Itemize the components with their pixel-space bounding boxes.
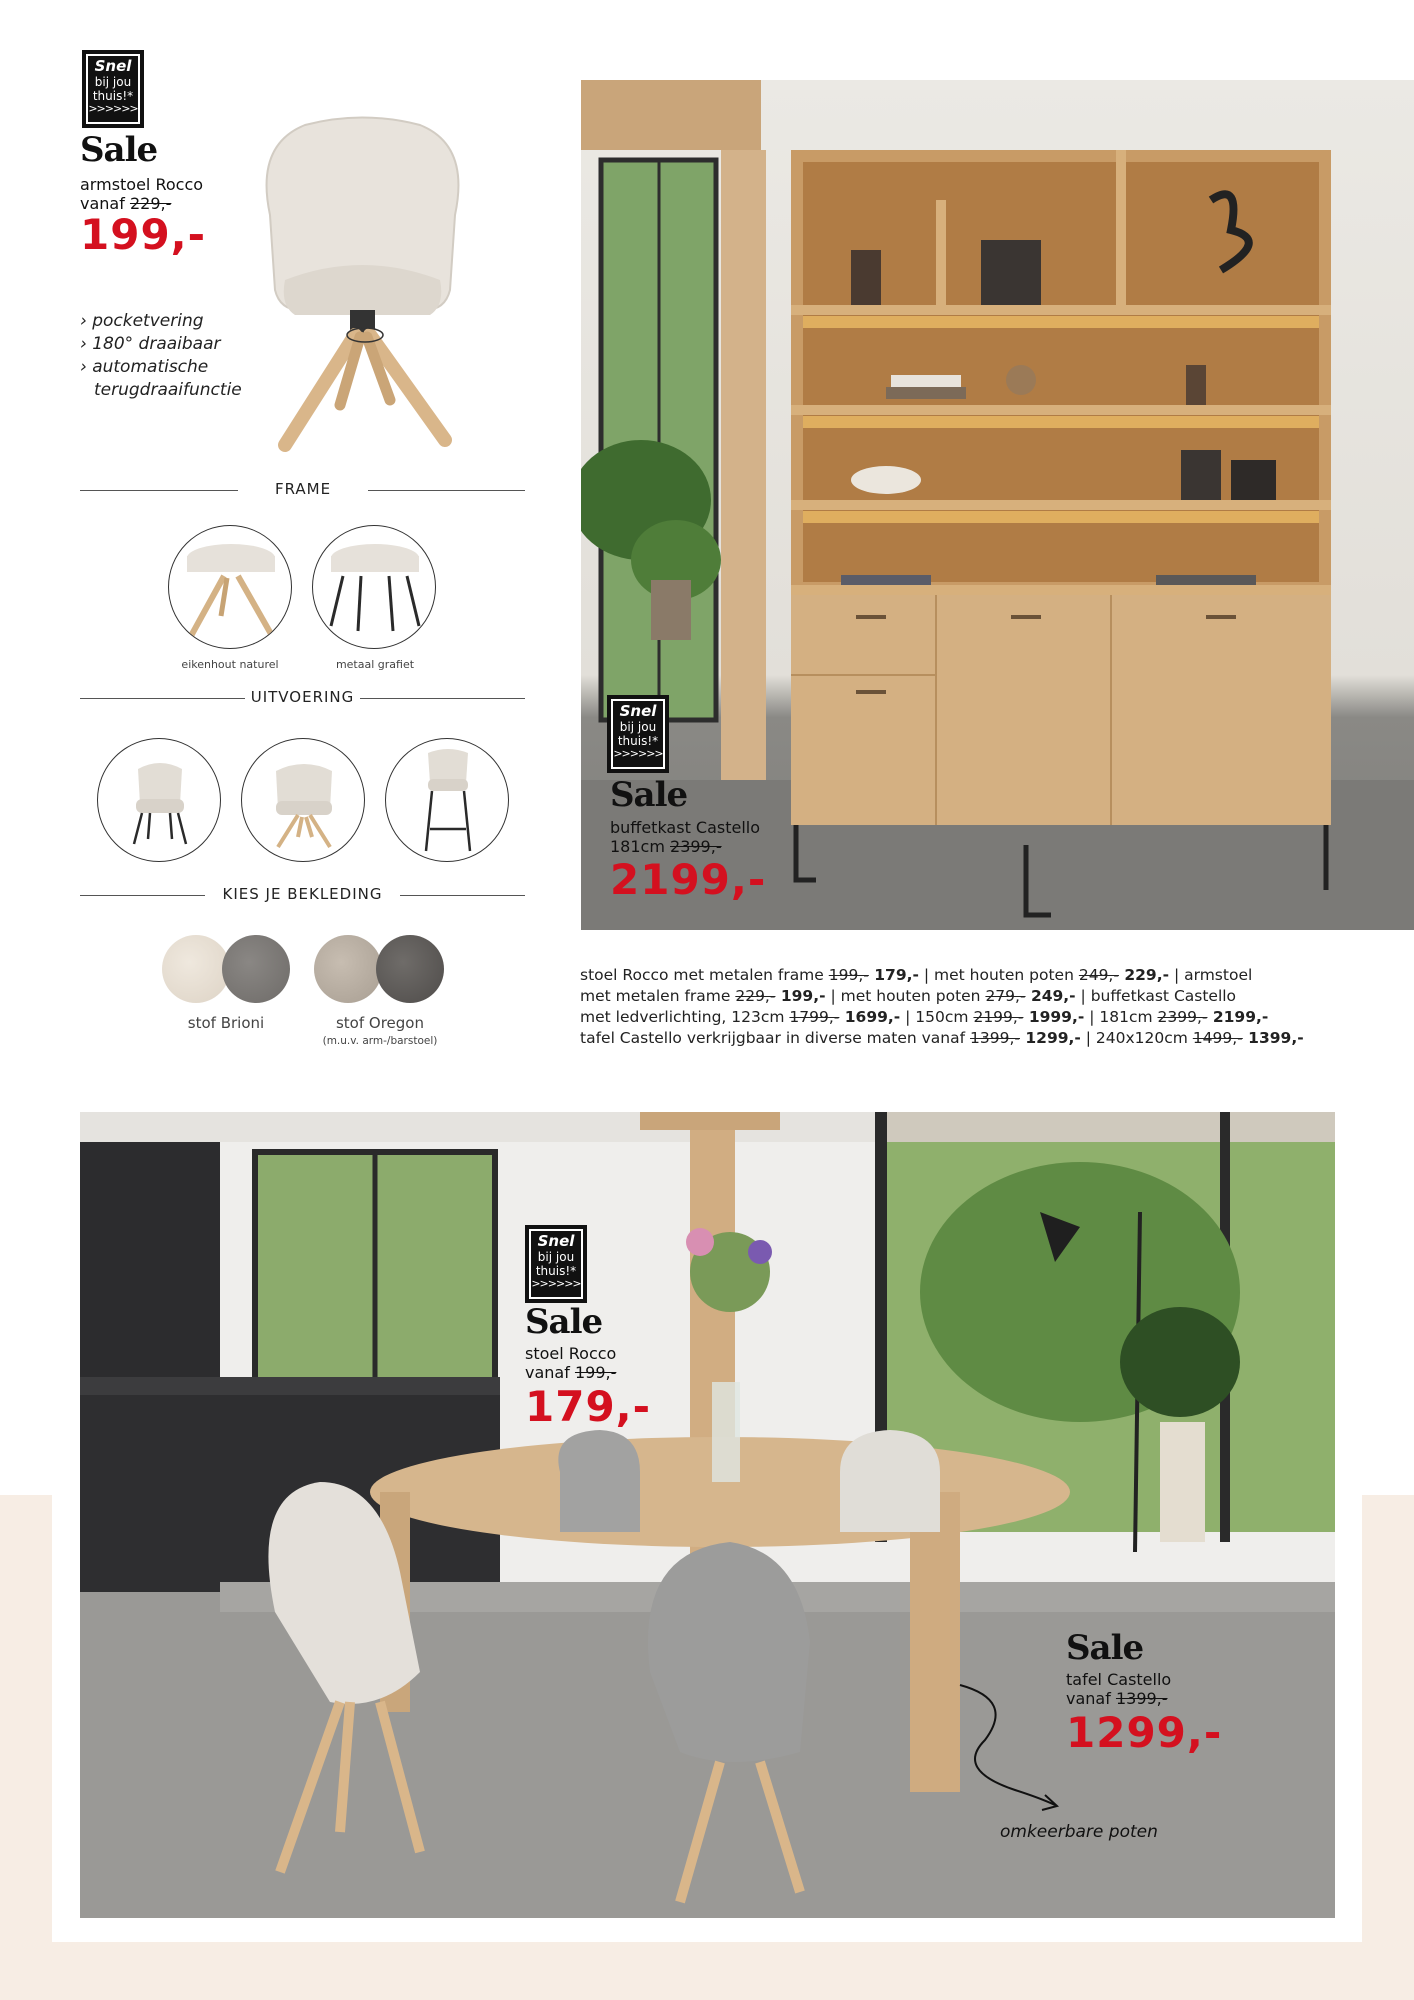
metal-frame-icon: [313, 526, 436, 649]
desc-old-price: 279,-: [985, 987, 1026, 1005]
desc-text: tafel Castello verkrijgbaar in diverse maten vanaf: [580, 1029, 971, 1047]
badge-line3: thuis!*: [535, 1264, 577, 1278]
buffetkast-scene: [581, 80, 1414, 930]
feature-list: [80, 310, 242, 402]
caption-note-arm-barstoel: (m.u.v. arm-/barstoel): [322, 1035, 438, 1047]
curved-arrow-icon: [955, 1680, 1075, 1820]
stoel-price: 179,-: [525, 1382, 652, 1431]
desc-old-price: 2199,-: [973, 1008, 1024, 1026]
buffetkast-size-price: [610, 837, 760, 856]
chair-oak-frame-icon: [242, 739, 365, 862]
desc-old-price: 229,-: [735, 987, 776, 1005]
desc-old-price: 1499,-: [1192, 1029, 1243, 1047]
desc-old-price: 199,-: [828, 966, 869, 984]
snel-bij-jou-thuis-badge: [525, 1225, 587, 1303]
feature-terugdraaifunctie: terugdraaifunctie: [94, 380, 242, 400]
divider-right: [400, 895, 525, 896]
buffetkast-name: buffetkast Castello: [610, 818, 761, 837]
bar-stool-icon: [386, 739, 509, 862]
armchair-name: armstoel Rocco: [80, 175, 204, 194]
product-name-tafel: [1066, 1670, 1171, 1708]
desc-new-price: 1999,-: [1023, 1008, 1085, 1026]
desc-text: stoel Rocco met metalen frame: [580, 966, 829, 984]
armchair-rocco-image: [245, 105, 480, 465]
desc-text: | 150cm: [900, 1008, 974, 1026]
swatch-oregon-taupe: [314, 935, 382, 1003]
section-label-uitvoering: UITVOERING: [250, 688, 355, 706]
divider-left: [80, 895, 205, 896]
swatch-brioni-cream: [162, 935, 230, 1003]
badge-line3: thuis!*: [617, 734, 659, 748]
badge-line2: bij jou: [619, 720, 657, 734]
tafel-name: tafel Castello: [1066, 1670, 1172, 1689]
desc-new-price: 1399,-: [1242, 1029, 1304, 1047]
variant-bar-stool: [385, 738, 509, 862]
buffetkast-size: 181cm: [610, 837, 665, 856]
badge-line1: Snel: [94, 57, 132, 75]
badge-line1: Snel: [537, 1232, 575, 1250]
annotation-omkeerbare-poten: omkeerbare poten: [1000, 1822, 1158, 1842]
prefix-vanaf: vanaf: [1066, 1689, 1111, 1708]
stoel-name: stoel Rocco: [525, 1344, 617, 1363]
oak-frame-icon: [169, 526, 292, 649]
badge-arrows: >>>>>>: [531, 1277, 581, 1290]
sale-heading-buffetkast: Sale: [610, 775, 688, 815]
divider-right: [368, 490, 525, 491]
buffetkast-photo: [581, 80, 1414, 930]
frame-option-eikenhout: [168, 525, 292, 649]
divider-right: [360, 698, 525, 699]
sale-heading-armchair: Sale: [80, 130, 158, 170]
badge-line1: Snel: [619, 702, 657, 720]
badge-arrows: >>>>>>: [613, 747, 663, 760]
desc-text: | 240x120cm: [1080, 1029, 1193, 1047]
desc-line-3: [580, 1007, 1304, 1028]
caption-metaal-grafiet: metaal grafiet: [335, 658, 415, 671]
frame-option-metaal: [312, 525, 436, 649]
badge-line3: thuis!*: [92, 89, 134, 103]
old-price: 1399,-: [1115, 1689, 1168, 1708]
desc-new-price: 229,-: [1118, 966, 1170, 984]
desc-old-price: 249,-: [1078, 966, 1119, 984]
desc-new-price: 1699,-: [839, 1008, 901, 1026]
dining-scene: [80, 1112, 1335, 1918]
divider-left: [80, 490, 238, 491]
product-name-armchair: [80, 175, 203, 213]
desc-old-price: 2399,-: [1157, 1008, 1208, 1026]
badge-line2: bij jou: [537, 1250, 575, 1264]
badge-arrows: >>>>>>: [88, 102, 138, 115]
desc-text: | armstoel: [1169, 966, 1253, 984]
section-label-bekleding: KIES JE BEKLEDING: [222, 885, 383, 903]
feature-draaibaar: › 180° draaibaar: [80, 334, 221, 354]
prefix-vanaf: vanaf: [525, 1363, 570, 1382]
old-price: 229,-: [129, 194, 172, 213]
desc-new-price: 249,-: [1025, 987, 1076, 1005]
badge-line2: bij jou: [94, 75, 132, 89]
variant-metal-chair: [97, 738, 221, 862]
chair-metal-frame-icon: [98, 739, 221, 862]
desc-line-2: [580, 986, 1304, 1007]
product-name-stoel: [525, 1344, 616, 1382]
price-description-text: [580, 965, 1304, 1049]
old-price: 2399,-: [670, 837, 722, 856]
desc-text: | met houten poten: [825, 987, 986, 1005]
section-label-frame: FRAME: [274, 480, 332, 498]
desc-line-1: [580, 965, 1304, 986]
desc-text: | 181cm: [1084, 1008, 1158, 1026]
sale-heading-tafel: Sale: [1066, 1628, 1144, 1668]
old-price: 199,-: [574, 1363, 617, 1382]
desc-new-price: 2199,-: [1207, 1008, 1269, 1026]
desc-text: | met houten poten: [918, 966, 1079, 984]
desc-new-price: 199,-: [775, 987, 826, 1005]
buffetkast-price: 2199,-: [610, 855, 767, 904]
caption-eikenhout-naturel: eikenhout naturel: [181, 658, 279, 671]
armchair-price: 199,-: [80, 210, 207, 259]
tafel-from-price: [1066, 1689, 1171, 1708]
tafel-price: 1299,-: [1066, 1708, 1223, 1757]
divider-left: [80, 698, 245, 699]
snel-bij-jou-thuis-badge: [82, 50, 144, 128]
swatch-oregon-anthracite: [376, 935, 444, 1003]
feature-pocketvering: › pocketvering: [80, 311, 204, 331]
stoel-from-price: [525, 1363, 616, 1382]
variant-wood-armchair: [241, 738, 365, 862]
desc-new-price: 1299,-: [1019, 1029, 1081, 1047]
desc-text: met metalen frame: [580, 987, 736, 1005]
desc-old-price: 1399,-: [970, 1029, 1020, 1047]
caption-stof-oregon: stof Oregon: [335, 1014, 424, 1032]
desc-line-4: [580, 1028, 1304, 1049]
caption-stof-brioni: stof Brioni: [187, 1014, 265, 1032]
prefix-vanaf: vanaf: [80, 194, 125, 213]
desc-text: met ledverlichting, 123cm: [580, 1008, 790, 1026]
sale-heading-stoel: Sale: [525, 1302, 603, 1342]
desc-text: | buffetkast Castello: [1075, 987, 1237, 1005]
feature-automatische: › automatische: [80, 357, 209, 377]
swatch-brioni-grey: [222, 935, 290, 1003]
desc-old-price: 1799,-: [789, 1008, 840, 1026]
desc-new-price: 179,-: [868, 966, 919, 984]
snel-bij-jou-thuis-badge: [607, 695, 669, 773]
product-name-buffetkast: [610, 818, 760, 856]
dining-room-photo: [80, 1112, 1335, 1918]
